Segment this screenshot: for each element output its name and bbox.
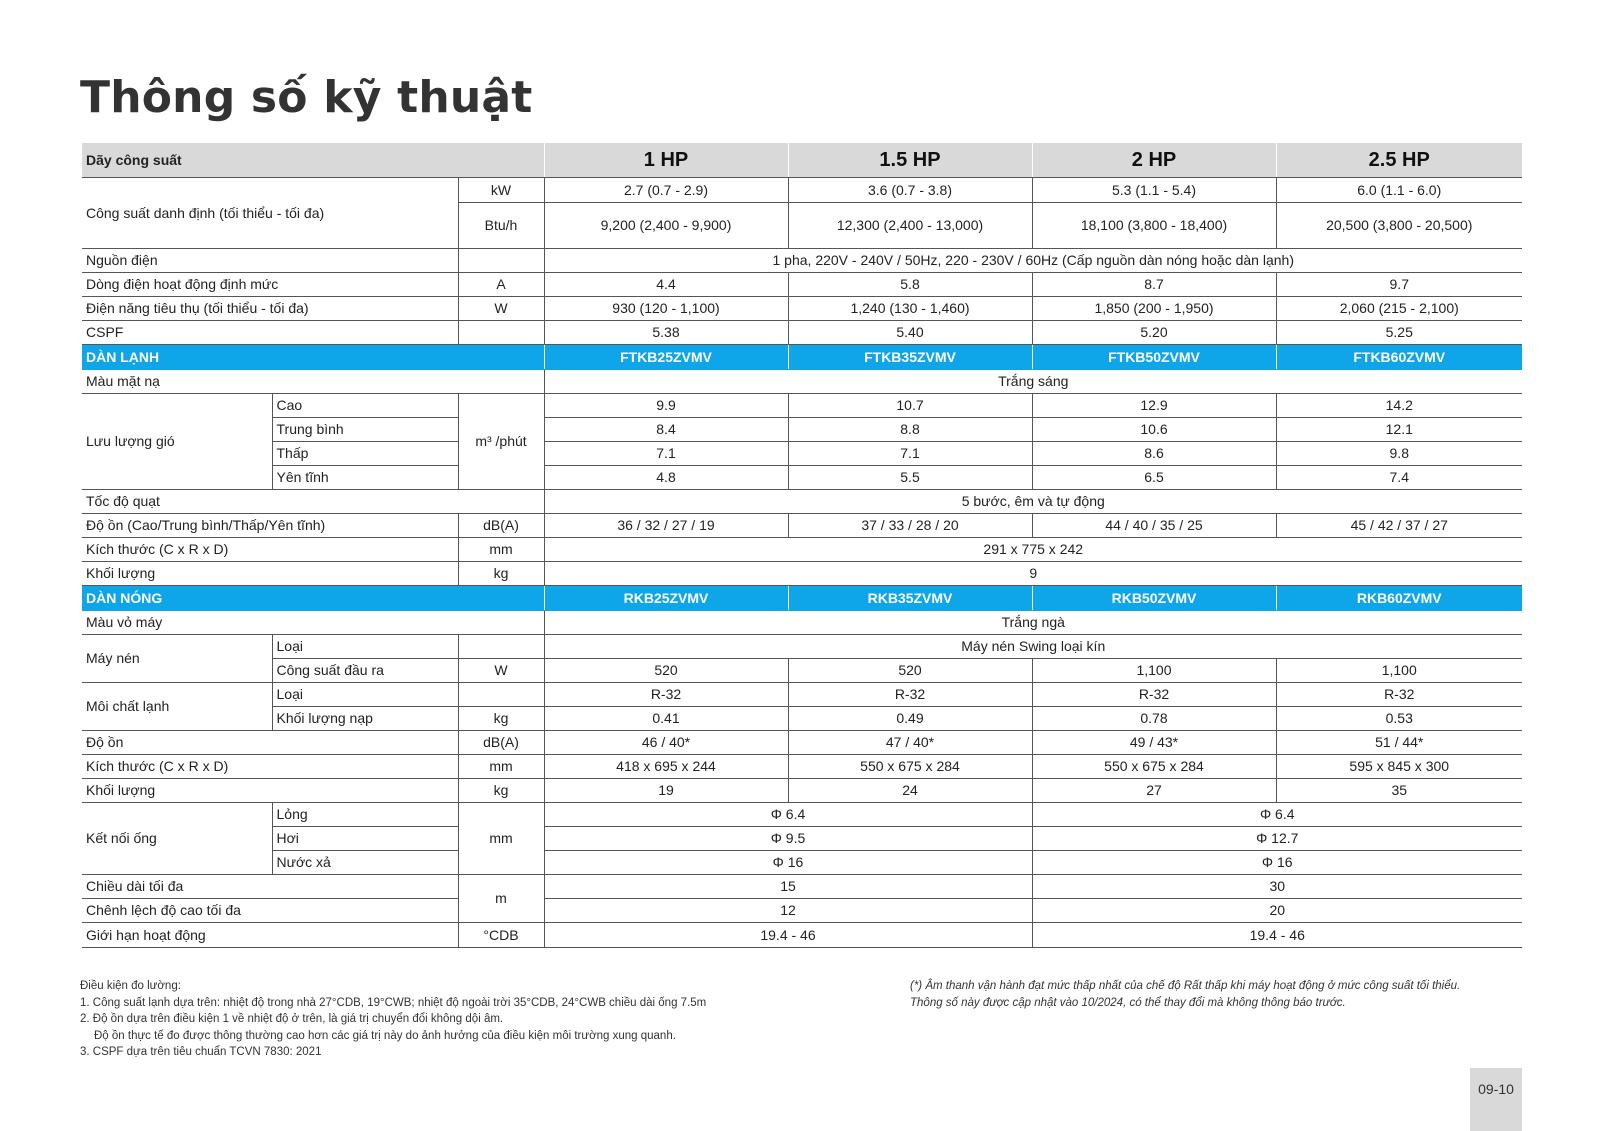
table-cell: 12,300 (2,400 - 13,000) — [788, 203, 1032, 249]
row-label: Khối lượng — [82, 779, 458, 803]
table-row — [82, 707, 1522, 731]
table-cell: 4.4 — [544, 273, 788, 297]
table-cell: R-32 — [1276, 683, 1522, 707]
table-cell: 9 — [544, 562, 1522, 586]
table-cell: 8.6 — [1032, 442, 1276, 466]
table-row — [82, 899, 1522, 923]
table-cell: 5.8 — [788, 273, 1032, 297]
outdoor-model: RKB25ZVMV — [544, 586, 788, 611]
table-row — [82, 490, 1522, 514]
indoor-model: FTKB35ZVMV — [788, 345, 1032, 370]
table-row — [82, 514, 1522, 538]
table-row — [82, 611, 1522, 635]
table-row — [82, 659, 1522, 683]
row-label: Môi chất lạnh — [82, 683, 272, 731]
sub-label: Cao — [272, 394, 458, 418]
unit-cell — [458, 321, 544, 345]
row-label: Giới hạn hoạt động — [82, 923, 458, 948]
table-cell: Φ 16 — [1032, 851, 1522, 875]
model-header: 1.5 HP — [788, 143, 1032, 178]
table-cell: 5.25 — [1276, 321, 1522, 345]
table-cell: 18,100 (3,800 - 18,400) — [1032, 203, 1276, 249]
row-label: Kích thước (C x R x D) — [82, 755, 458, 779]
row-label: Nguồn điện — [82, 249, 458, 273]
unit-cell: mm — [458, 803, 544, 875]
row-label: Công suất danh định (tối thiểu - tối đa) — [82, 178, 458, 249]
table-row — [82, 803, 1522, 827]
table-cell: 1,240 (130 - 1,460) — [788, 297, 1032, 321]
table-cell: Φ 16 — [544, 851, 1032, 875]
row-label: Màu vỏ máy — [82, 611, 544, 635]
footnote-line: (*) Âm thanh vận hành đạt mức thấp nhất của chế độ Rất thấp khi máy hoạt động ở mức công suất tối thiểu. — [910, 980, 1461, 992]
sub-label: Loại — [272, 635, 458, 659]
row-label: Dòng điện hoạt động định mức — [82, 273, 458, 297]
unit-cell: A — [458, 273, 544, 297]
table-cell: 9.9 — [544, 394, 788, 418]
table-cell: 19.4 - 46 — [1032, 923, 1522, 948]
page-title: Thông số kỹ thuật — [80, 72, 533, 123]
table-cell: 2,060 (215 - 2,100) — [1276, 297, 1522, 321]
table-cell: 520 — [788, 659, 1032, 683]
unit-cell: mm — [458, 755, 544, 779]
row-label: Màu mặt nạ — [82, 370, 544, 394]
table-row — [82, 731, 1522, 755]
table-row — [82, 273, 1522, 297]
unit-cell — [458, 635, 544, 659]
table-cell: 0.78 — [1032, 707, 1276, 731]
indoor-model: FTKB25ZVMV — [544, 345, 788, 370]
model-header: 2.5 HP — [1276, 143, 1522, 178]
unit-cell: kg — [458, 562, 544, 586]
table-cell: 5.3 (1.1 - 5.4) — [1032, 178, 1276, 203]
table-cell: 6.5 — [1032, 466, 1276, 490]
table-cell: R-32 — [1032, 683, 1276, 707]
table-cell: 550 x 675 x 284 — [1032, 755, 1276, 779]
notes-right — [910, 978, 1460, 1011]
table-row — [82, 562, 1522, 586]
table-cell: Trắng ngà — [544, 611, 1522, 635]
table-cell: 27 — [1032, 779, 1276, 803]
table-cell: 6.0 (1.1 - 6.0) — [1276, 178, 1522, 203]
table-row — [82, 418, 1522, 442]
unit-cell: W — [458, 659, 544, 683]
table-row — [82, 635, 1522, 659]
row-label: Lưu lượng gió — [82, 394, 272, 490]
table-cell: 520 — [544, 659, 788, 683]
table-cell: 5.40 — [788, 321, 1032, 345]
footnote-line: 2. Độ ồn dựa trên điều kiện 1 về nhiệt độ ở trên, là giá trị chuyển đổi không dội âm. — [80, 1013, 504, 1025]
row-label: Chiều dài tối đa — [82, 875, 458, 899]
unit-cell: kg — [458, 779, 544, 803]
table-row — [82, 466, 1522, 490]
table-row — [82, 851, 1522, 875]
row-label: Độ ồn — [82, 731, 458, 755]
table-cell: 0.49 — [788, 707, 1032, 731]
table-cell: 47 / 40* — [788, 731, 1032, 755]
table-cell: 5.5 — [788, 466, 1032, 490]
unit-cell: kW — [458, 178, 544, 203]
table-cell: 10.6 — [1032, 418, 1276, 442]
table-cell: 7.4 — [1276, 466, 1522, 490]
table-cell: 291 x 775 x 242 — [544, 538, 1522, 562]
table-row — [82, 779, 1522, 803]
table-cell: 7.1 — [544, 442, 788, 466]
table-cell: Φ 9.5 — [544, 827, 1032, 851]
table-cell: 12.9 — [1032, 394, 1276, 418]
table-cell: Φ 6.4 — [544, 803, 1032, 827]
table-cell: 2.7 (0.7 - 2.9) — [544, 178, 788, 203]
row-label: Tốc độ quạt — [82, 490, 544, 514]
table-row — [82, 297, 1522, 321]
outdoor-model: RKB60ZVMV — [1276, 586, 1522, 611]
table-cell: 8.8 — [788, 418, 1032, 442]
table-cell: 51 / 44* — [1276, 731, 1522, 755]
table-cell: 7.1 — [788, 442, 1032, 466]
table-cell: 930 (120 - 1,100) — [544, 297, 788, 321]
table-cell: 12.1 — [1276, 418, 1522, 442]
sub-label: Lỏng — [272, 803, 458, 827]
table-cell: 550 x 675 x 284 — [788, 755, 1032, 779]
table-row — [82, 143, 1522, 178]
sub-label: Khối lượng nạp — [272, 707, 458, 731]
row-label: Máy nén — [82, 635, 272, 683]
sub-label: Loại — [272, 683, 458, 707]
table-cell: 19.4 - 46 — [544, 923, 1032, 948]
table-cell: 4.8 — [544, 466, 788, 490]
sub-label: Công suất đầu ra — [272, 659, 458, 683]
table-cell: 44 / 40 / 35 / 25 — [1032, 514, 1276, 538]
table-cell: 19 — [544, 779, 788, 803]
unit-cell: dB(A) — [458, 731, 544, 755]
unit-cell: Btu/h — [458, 203, 544, 249]
table-row — [82, 586, 1522, 611]
header-label: Dãy công suất — [82, 143, 544, 178]
row-label: Khối lượng — [82, 562, 458, 586]
table-cell: 5.38 — [544, 321, 788, 345]
outdoor-model: RKB50ZVMV — [1032, 586, 1276, 611]
unit-cell: kg — [458, 707, 544, 731]
footnote-line: Độ ồn thực tế đo được thông thường cao hơn các giá trị này do ảnh hưởng của điều kiện môi trường xung quanh. — [94, 1029, 676, 1042]
table-cell: 0.53 — [1276, 707, 1522, 731]
unit-cell: dB(A) — [458, 514, 544, 538]
outdoor-model: RKB35ZVMV — [788, 586, 1032, 611]
sub-label: Trung bình — [272, 418, 458, 442]
unit-cell: m³ /phút — [458, 394, 544, 490]
table-cell: 24 — [788, 779, 1032, 803]
table-cell: Φ 6.4 — [1032, 803, 1522, 827]
row-label: Chênh lệch độ cao tối đa — [82, 899, 458, 923]
table-cell: Máy nén Swing loại kín — [544, 635, 1522, 659]
table-row — [82, 394, 1522, 418]
table-cell: 5.20 — [1032, 321, 1276, 345]
table-row — [82, 683, 1522, 707]
footnote-line: Thông số này được cập nhật vào 10/2024, có thể thay đổi mà không thông báo trước. — [910, 996, 1346, 1009]
model-header: 1 HP — [544, 143, 788, 178]
table-cell: 20,500 (3,800 - 20,500) — [1276, 203, 1522, 249]
table-row — [82, 442, 1522, 466]
table-cell: Trắng sáng — [544, 370, 1522, 394]
unit-cell — [458, 683, 544, 707]
table-row — [82, 345, 1522, 370]
table-cell: 0.41 — [544, 707, 788, 731]
sub-label: Yên tĩnh — [272, 466, 458, 490]
table-row — [82, 249, 1522, 273]
table-cell: 8.4 — [544, 418, 788, 442]
table-cell: 9.8 — [1276, 442, 1522, 466]
sub-label: Hơi — [272, 827, 458, 851]
footnote-line: 3. CSPF dựa trên tiêu chuẩn TCVN 7830: 2021 — [80, 1046, 322, 1058]
row-label: Kích thước (C x R x D) — [82, 538, 458, 562]
table-cell: 10.7 — [788, 394, 1032, 418]
table-row — [82, 827, 1522, 851]
table-row — [82, 370, 1522, 394]
table-row — [82, 875, 1522, 899]
row-label: Độ ồn (Cao/Trung bình/Thấp/Yên tĩnh) — [82, 514, 458, 538]
table-row — [82, 538, 1522, 562]
footnote-line: Điều kiện đo lường: — [80, 980, 181, 992]
table-cell: 3.6 (0.7 - 3.8) — [788, 178, 1032, 203]
section-indoor: DÀN LẠNH — [82, 345, 544, 370]
table-row — [82, 755, 1522, 779]
row-label: Điện năng tiêu thụ (tối thiểu - tối đa) — [82, 297, 458, 321]
table-cell: 30 — [1032, 875, 1522, 899]
unit-cell — [458, 249, 544, 273]
table-cell: 36 / 32 / 27 / 19 — [544, 514, 788, 538]
unit-cell: W — [458, 297, 544, 321]
table-row — [82, 923, 1522, 948]
sub-label: Thấp — [272, 442, 458, 466]
sub-label: Nước xả — [272, 851, 458, 875]
model-header: 2 HP — [1032, 143, 1276, 178]
table-cell: 1,100 — [1032, 659, 1276, 683]
table-row — [82, 321, 1522, 345]
table-cell: 9.7 — [1276, 273, 1522, 297]
table-cell: 35 — [1276, 779, 1522, 803]
table-cell: 12 — [544, 899, 1032, 923]
table-cell: 46 / 40* — [544, 731, 788, 755]
table-cell: 1,850 (200 - 1,950) — [1032, 297, 1276, 321]
indoor-model: FTKB60ZVMV — [1276, 345, 1522, 370]
table-cell: R-32 — [544, 683, 788, 707]
table-cell: 20 — [1032, 899, 1522, 923]
table-cell: 8.7 — [1032, 273, 1276, 297]
table-cell: 418 x 695 x 244 — [544, 755, 788, 779]
table-cell: 9,200 (2,400 - 9,900) — [544, 203, 788, 249]
table-cell: 1 pha, 220V - 240V / 50Hz, 220 - 230V / 60Hz (Cấp nguồn dàn nóng hoặc dàn lạnh) — [544, 249, 1522, 273]
table-row — [82, 178, 1522, 203]
indoor-model: FTKB50ZVMV — [1032, 345, 1276, 370]
unit-cell: °CDB — [458, 923, 544, 948]
table-cell: R-32 — [788, 683, 1032, 707]
row-label: Kết nối ống — [82, 803, 272, 875]
unit-cell: m — [458, 875, 544, 923]
table-cell: Φ 12.7 — [1032, 827, 1522, 851]
table-cell: 49 / 43* — [1032, 731, 1276, 755]
table-cell: 15 — [544, 875, 1032, 899]
table-cell: 1,100 — [1276, 659, 1522, 683]
page-number: 09-10 — [1470, 1068, 1522, 1131]
table-cell: 45 / 42 / 37 / 27 — [1276, 514, 1522, 538]
table-cell: 5 bước, êm và tự động — [544, 490, 1522, 514]
table-cell: 37 / 33 / 28 / 20 — [788, 514, 1032, 538]
footnote-line: 1. Công suất lạnh dựa trên: nhiệt độ trong nhà 27°CDB, 19°CWB; nhiệt độ ngoài trời 35°CDB, 24°CWB chiều dài ống 7.5m — [80, 996, 707, 1009]
table-cell: 14.2 — [1276, 394, 1522, 418]
table-cell: 595 x 845 x 300 — [1276, 755, 1522, 779]
unit-cell: mm — [458, 538, 544, 562]
section-outdoor: DÀN NÓNG — [82, 586, 544, 611]
row-label: CSPF — [82, 321, 458, 345]
notes-left — [80, 978, 706, 1061]
spec-table — [82, 143, 1522, 948]
